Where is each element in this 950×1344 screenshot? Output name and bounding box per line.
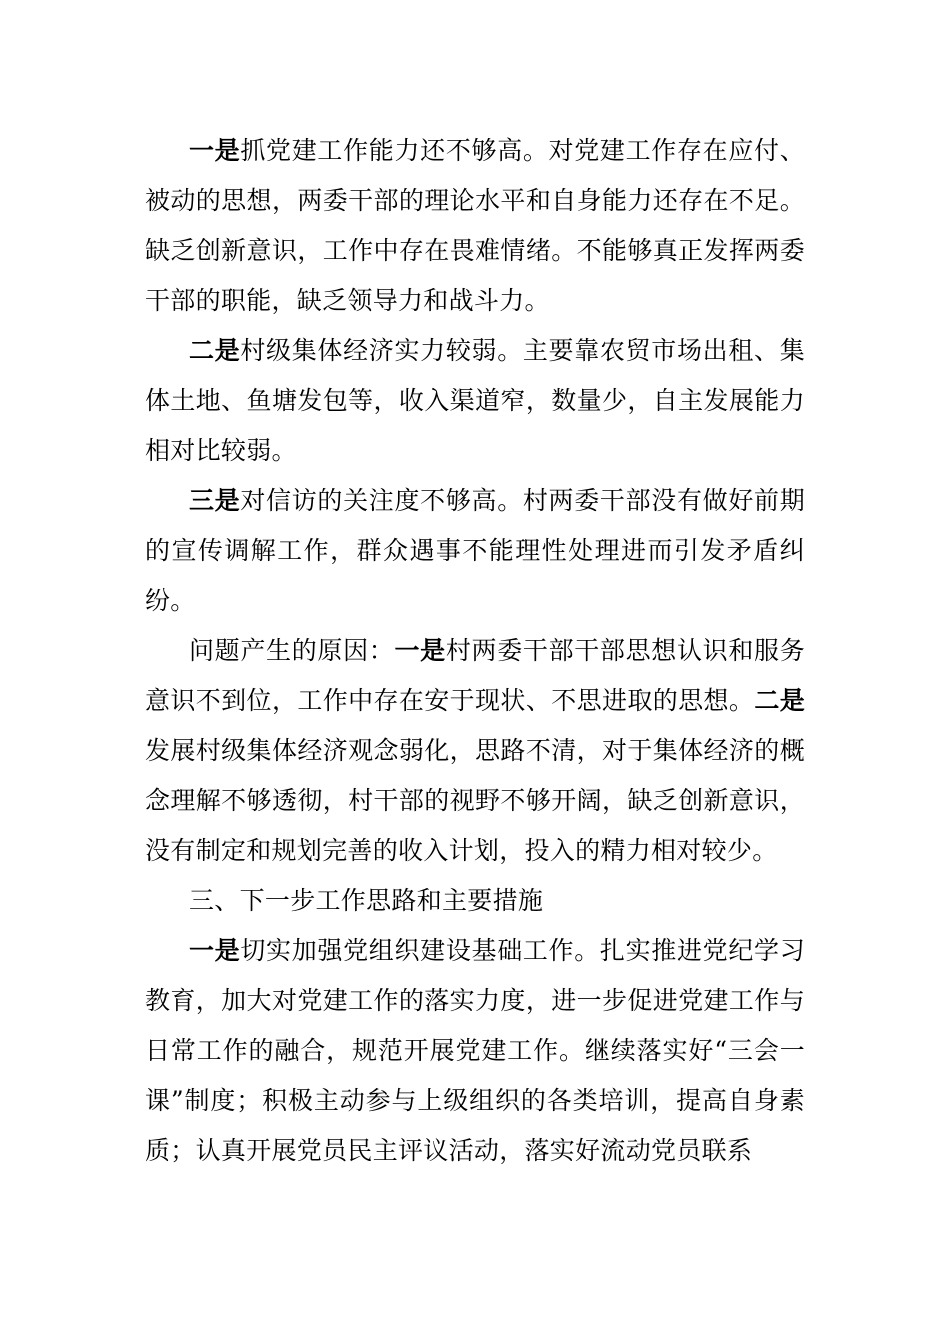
bold-lead: 一是 xyxy=(394,636,446,665)
paragraph xyxy=(145,326,805,476)
document-body xyxy=(145,126,805,1176)
bold-lead: 二是 xyxy=(189,336,241,365)
paragraph-text: 对信访的关注度不够高。村两委干部没有做好前期的宣传调解工作，群众遇事不能理性处理进而引发矛盾纠纷。 xyxy=(145,486,805,615)
bold-lead: 一是 xyxy=(189,936,241,965)
paragraph xyxy=(145,626,805,876)
paragraph-text: 抓党建工作能力还不够高。对党建工作存在应付、被动的思想，两委干部的理论水平和自身能力还存在不足。缺乏创新意识，工作中存在畏难情绪。不能够真正发挥两委干部的职能，缺乏领导力和战斗力。 xyxy=(145,136,805,315)
bold-lead: 二是 xyxy=(754,686,806,715)
paragraph xyxy=(145,926,805,1176)
paragraph-text: 村级集体经济实力较弱。主要靠农贸市场出租、集体土地、鱼塘发包等，收入渠道窄，数量少，自主发展能力相对比较弱。 xyxy=(145,336,805,465)
paragraph-text: 发展村级集体经济观念弱化，思路不清，对于集体经济的概念理解不够透彻，村干部的视野不够开阔，缺乏创新意识，没有制定和规划完善的收入计划，投入的精力相对较少。 xyxy=(145,736,805,865)
section-heading xyxy=(145,876,805,926)
bold-lead: 三是 xyxy=(189,486,241,515)
bold-lead: 一是 xyxy=(189,136,241,165)
paragraph-text: 村两委干部干部思想认识和服务意识不到位，工作中存在安于现状、不思进取的思想。 xyxy=(145,636,806,715)
paragraph xyxy=(145,126,805,326)
heading-text: 三、下一步工作思路和主要措施 xyxy=(189,886,544,915)
paragraph-text: 问题产生的原因： xyxy=(189,636,395,665)
paragraph-text: 切实加强党组织建设基础工作。扎实推进党纪学习教育，加大对党建工作的落实力度，进一步促进党建工作与日常工作的融合，规范开展党建工作。继续落实好“三会一课”制度；积极主动参与上级组织的各类培训，提高自身素质；认真开展党员民主评议活动，落实好流动党员联系 xyxy=(145,936,805,1165)
paragraph xyxy=(145,476,805,626)
